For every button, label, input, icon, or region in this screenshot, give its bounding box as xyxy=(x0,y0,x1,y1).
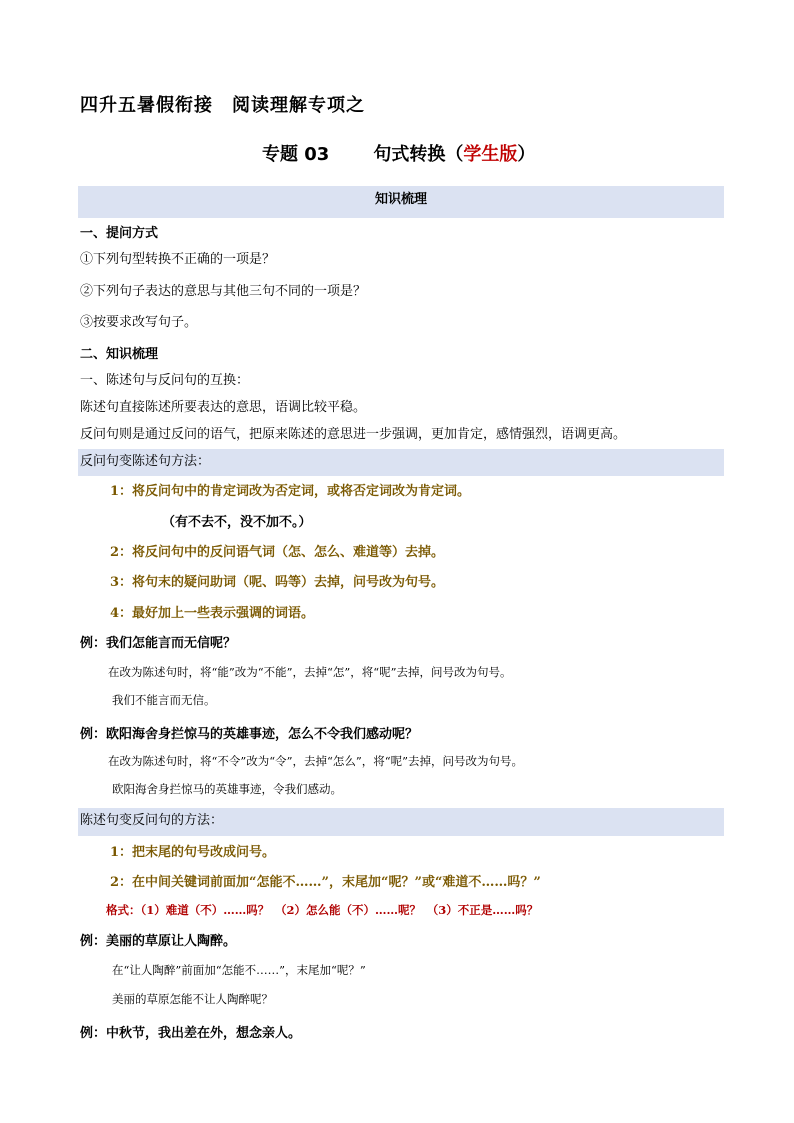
example-answer: 欧阳海舍身拦惊马的英雄事迹，令我们感动。 xyxy=(112,782,342,796)
topic-close: ） xyxy=(517,144,536,165)
topic-name: 句式转换（ xyxy=(373,144,464,165)
section2-subheading: 一、陈述句与反问句的互换： xyxy=(80,373,250,388)
example-note: 在“让人陶醉”前面加“怎能不……”，末尾加“呢？” xyxy=(112,963,366,977)
method1-band xyxy=(78,449,724,476)
rule-item: 2：在中间关键词前面加“怎能不……”，末尾加“呢？”或“难道不……吗？” xyxy=(110,875,541,890)
rule-item: 1：把末尾的句号改成问号。 xyxy=(110,845,276,860)
example-note: 在改为陈述句时，将“能”改为“不能”，去掉“怎”，将“呢”去掉，问号改为句号。 xyxy=(108,665,512,679)
method2-band-label: 陈述句变反问句的方法： xyxy=(80,813,224,828)
document-title: 四升五暑假衔接 阅读理解专项之 xyxy=(80,95,365,116)
question-item: ②下列句子表达的意思与其他三句不同的一项是？ xyxy=(80,284,367,299)
question-item: ③按要求改写句子。 xyxy=(80,315,198,330)
topic-title xyxy=(262,140,535,166)
example-question: 例：我们怎能言而无信呢？ xyxy=(80,636,237,651)
example-answer: 美丽的草原怎能不让人陶醉呢？ xyxy=(112,992,273,1006)
method1-band-label: 反问句变陈述句方法： xyxy=(80,454,211,469)
question-item: ①下列句型转换不正确的一项是？ xyxy=(80,252,276,267)
topic-version: 学生版 xyxy=(463,144,518,165)
paragraph: 陈述句直接陈述所要表达的意思，语调比较平稳。 xyxy=(80,400,367,415)
example-answer: 我们不能言而无信。 xyxy=(112,693,216,707)
example-question: 例：欧阳海舍身拦惊马的英雄事迹，怎么不令我们感动呢？ xyxy=(80,727,419,742)
method2-band xyxy=(78,808,724,836)
example-question: 例：中秋节，我出差在外，想念亲人。 xyxy=(80,1026,302,1041)
format-line: 格式：（1）难道（不）……吗？ （2）怎么能（不）……呢？ （3）不正是……吗？ xyxy=(106,903,539,917)
example-note: 在改为陈述句时，将“不令”改为“令”，去掉“怎么”，将“呢”去掉，问号改为句号。 xyxy=(108,754,524,768)
example-question: 例：美丽的草原让人陶醉。 xyxy=(80,934,237,949)
rule-item: 4：最好加上一些表示强调的词语。 xyxy=(110,606,315,621)
knowledge-band xyxy=(78,186,724,218)
section1-heading: 一、提问方式 xyxy=(80,226,159,241)
topic-prefix: 专题 03 xyxy=(262,144,330,165)
rule-item: 3：将句末的疑问助词（呢、吗等）去掉，问号改为句号。 xyxy=(110,575,445,590)
rule-note: （有不去不，没不加不。） xyxy=(162,515,312,530)
knowledge-band-label: 知识梳理 xyxy=(374,192,427,207)
section2-heading: 二、知识梳理 xyxy=(80,347,159,362)
rule-item: 2：将反问句中的反问语气词（怎、怎么、难道等）去掉。 xyxy=(110,545,445,560)
rule-item: 1：将反问句中的肯定词改为否定词，或将否定词改为肯定词。 xyxy=(110,484,471,499)
paragraph: 反问句则是通过反问的语气，把原来陈述的意思进一步强调，更加肯定，感情强烈，语调更高。 xyxy=(80,427,627,442)
